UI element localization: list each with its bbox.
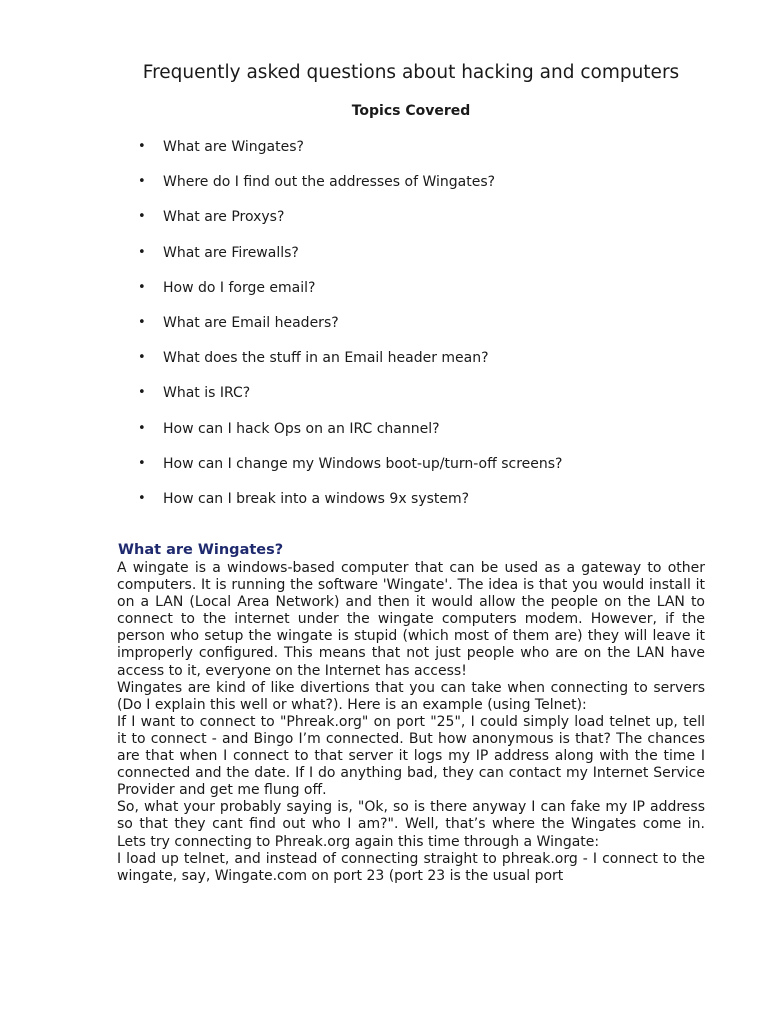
- bullet-icon: •: [138, 385, 146, 401]
- bullet-icon: •: [138, 209, 146, 225]
- bullet-icon: •: [138, 490, 146, 506]
- bullet-icon: •: [138, 455, 146, 471]
- topic-label: What are Wingates?: [163, 139, 304, 155]
- paragraph: A wingate is a windows-based computer that can be used as a gateway to other computers. It is running the software 'Wingate'. The idea is that you would install it on a LAN (Local Area Network) and then it would allow the people on the LAN to connect to the internet under the wingate computers modem. However, if the person who setup the wingate is stupid (which most of them are) they will leave it improperly configured. This means that not just people who are on the LAN have access to it, everyone on the Internet has access!: [117, 560, 705, 679]
- topic-label: How can I break into a windows 9x system?: [163, 490, 470, 507]
- bullet-icon: •: [138, 139, 146, 154]
- document-title: Frequently asked questions about hacking and computers: [142, 62, 680, 83]
- paragraph: So, what your probably saying is, "Ok, so is there anyway I can fake my IP address so that they cant find out who I am?". Well, that’s where the Wingates come in. Lets try connecting to Phreak.org again this time through a Wingate:: [117, 799, 705, 850]
- topic-label: What does the stuff in an Email header mean?: [163, 350, 489, 367]
- topics-covered-heading: Topics Covered: [351, 103, 471, 119]
- topics-list: [138, 138, 562, 525]
- topic-label: What are Firewalls?: [163, 244, 299, 261]
- list-item: [138, 314, 562, 349]
- list-item: [138, 173, 562, 208]
- list-item: [138, 208, 562, 243]
- paragraph: I load up telnet, and instead of connecting straight to phreak.org - I connect to the wingate, say, Wingate.com on port 23 (port 23 is the usual port: [117, 850, 705, 884]
- topic-label: How do I forge email?: [163, 279, 316, 296]
- bullet-icon: •: [138, 174, 146, 190]
- list-item: [138, 490, 562, 525]
- bullet-icon: •: [138, 314, 146, 330]
- list-item: [138, 279, 562, 314]
- bullet-icon: •: [138, 420, 146, 436]
- paragraph: Wingates are kind of like divertions that you can take when connecting to servers (Do I explain this well or what?). Here is an example (using Telnet):: [117, 679, 705, 713]
- topic-label: How can I change my Windows boot-up/turn-off screens?: [163, 455, 563, 472]
- list-item: [138, 455, 562, 490]
- section-body: [117, 560, 705, 885]
- topic-label: How can I hack Ops on an IRC channel?: [163, 420, 440, 437]
- section-heading-wingates: What are Wingates?: [118, 542, 284, 558]
- list-item: [138, 244, 562, 279]
- topic-label: What are Proxys?: [163, 209, 285, 226]
- bullet-icon: •: [138, 350, 146, 366]
- topic-label: Where do I find out the addresses of Wingates?: [163, 174, 496, 191]
- list-item: [138, 138, 562, 173]
- bullet-icon: •: [138, 244, 146, 260]
- topic-label: What is IRC?: [163, 385, 251, 402]
- topic-label: What are Email headers?: [163, 314, 339, 331]
- bullet-icon: •: [138, 279, 146, 295]
- paragraph: If I want to connect to "Phreak.org" on port "25", I could simply load telnet up, tell it to connect - and Bingo I’m connected. But how anonymous is that? The chances are that when I connect to that server it logs my IP address along with the time I connected and the date. If I do anything bad, they can contact my Internet Service Provider and get me flung off.: [117, 713, 705, 799]
- list-item: [138, 420, 562, 455]
- list-item: [138, 384, 562, 419]
- list-item: [138, 349, 562, 384]
